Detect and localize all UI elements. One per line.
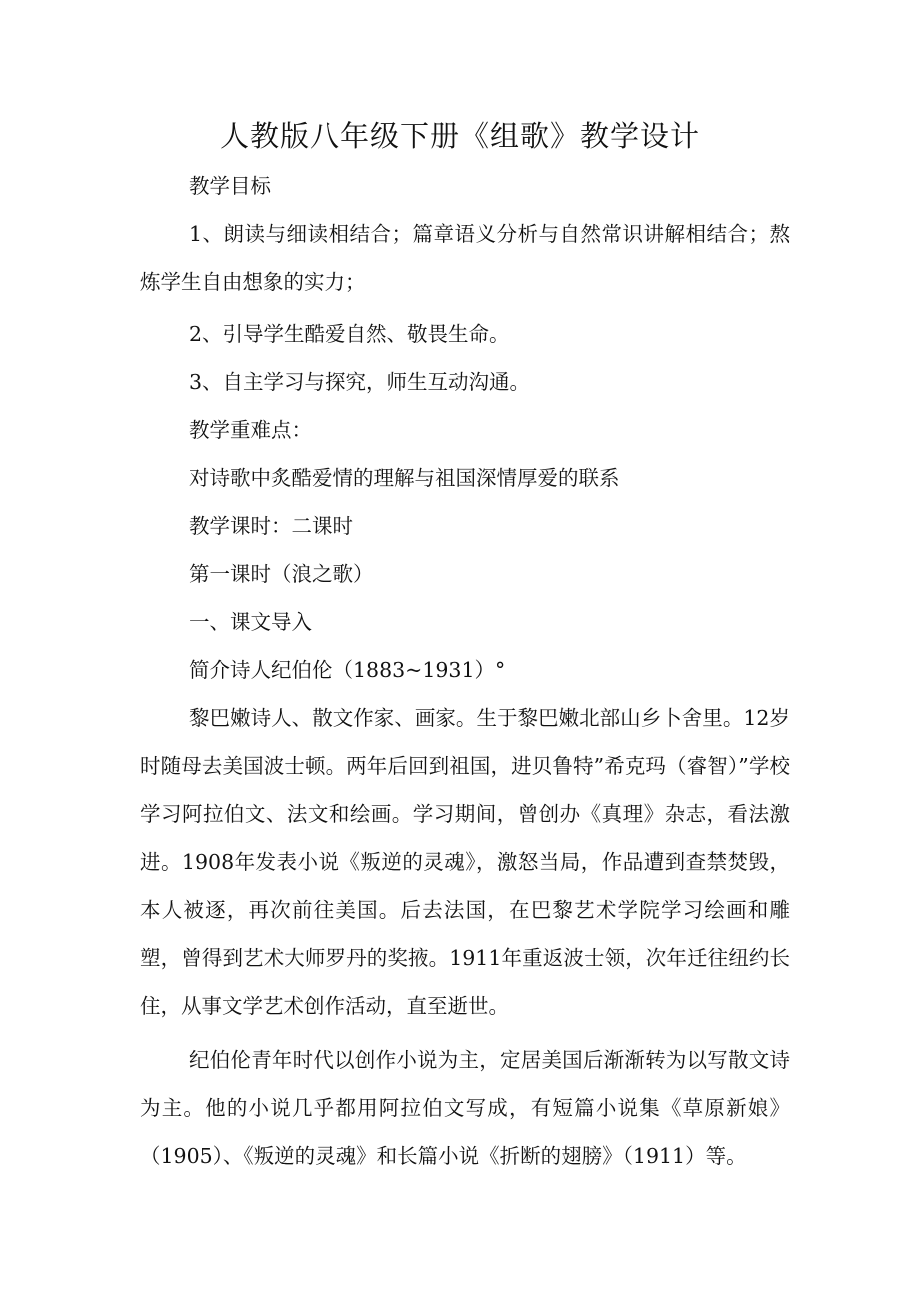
paragraph-poet-biography: 黎巴嫩诗人、散文作家、画家。生于黎巴嫩北部山乡卜舍里。12岁时随母去美国波士顿。两年后回到祖国，进贝鲁特”希克玛（睿智）”学校学习阿拉伯文、法文和绘画。学习期间，曾创办《真理》杂志，看法激进。1908年发表小说《叛逆的灵魂》，激怒当局，作品遭到查禁焚毁，本人被逐，再次前往美国。后去法国，在巴黎艺术学院学习绘画和雕塑，曾得到艺术大师罗丹的奖掖。1911年重返波士领，次年迁往纽约长住，从事文学艺术创作活动，直至逝世。 [140,706,790,1018]
paragraph-teaching-goals-heading: 教学目标 [189,174,271,198]
paragraph-poet-works: 纪伯伦青年时代以创作小说为主，定居美国后渐渐转为以写散文诗为主。他的小说几乎都用阿拉伯文写成，有短篇小说集《草原新娘》（1905）、《叛逆的灵魂》和长篇小说《折断的翅膀》（1911）等。 [140,1048,790,1168]
paragraph-section-intro: 一、课文导入 [189,610,312,634]
paragraph-key-points-heading: 教学重难点： [189,418,312,442]
paragraph-class-hours: 教学课时：二课时 [189,514,353,538]
paragraph-first-lesson: 第一课时（浪之歌） [189,562,374,586]
paragraph-goal-1: 1、朗读与细读相结合；篇章语义分析与自然常识讲解相结合；熬炼学生自由想象的实力； [140,222,790,294]
paragraph-goal-3: 3、自主学习与探究，师生互动沟通。 [189,370,531,394]
paragraph-key-points: 对诗歌中炙酷爱情的理解与祖国深情厚爱的联系 [189,466,620,490]
paragraph-poet-intro: 简介诗人纪伯伦（1883~1931）° [189,658,506,682]
paragraph-goal-2: 2、引导学生酷爱自然、敬畏生命。 [189,322,510,346]
document-title: 人教版八年级下册《组歌》教学设计 [219,119,700,153]
